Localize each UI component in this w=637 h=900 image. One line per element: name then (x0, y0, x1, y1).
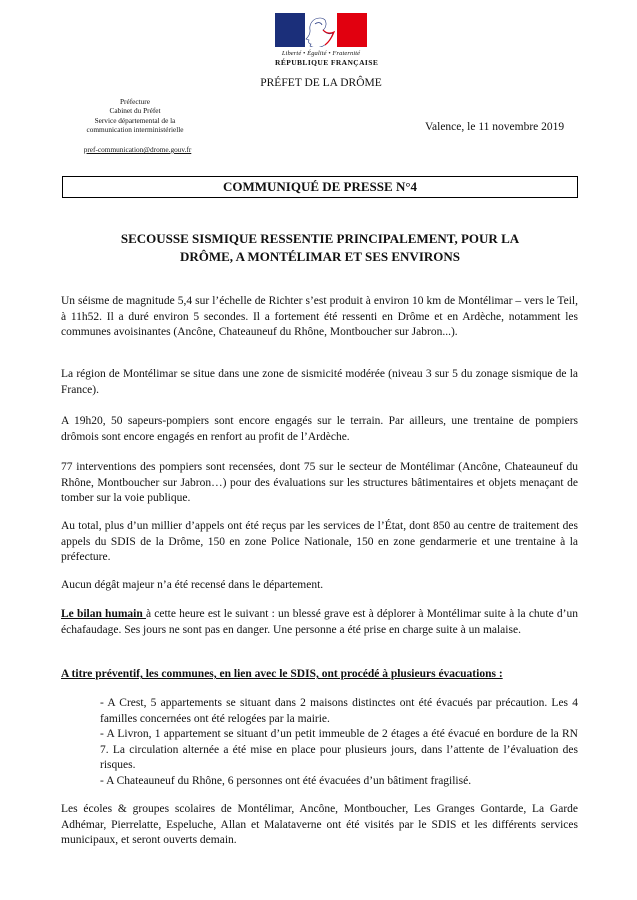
prefet-label: PRÉFET DE LA DRÔME (260, 77, 382, 89)
paragraph-seismic-zone: La région de Montélimar se situe dans une zone de sismicité modérée (niveau 3 sur 5 du zonage sismique de la France). (61, 368, 578, 396)
service-line: Service départemental de la (94, 115, 176, 125)
headline-line: DRÔME, A MONTÉLIMAR ET SES ENVIRONS (179, 249, 461, 264)
paragraph-earthquake: Un séisme de magnitude 5,4 sur l’échelle de Richter s’est produit à environ 10 km de Montélimar – vers le Teil, à 11h52. Il a duré environ 5 secondes. Il a fortement été ressenti en Drôme et en Ardèche, notamment les communes avoisinantes (Ancône, Chateauneuf du Rhône, Montboucher sur Jabron...). (61, 295, 578, 339)
human-toll-text: à cette heure est le suivant : un blessé grave est à déplorer à Montélimar suite à la chute d’un échafaudage. Ses jours ne sont pas en danger. Une personne a été prise en charge suite à un malaise. (61, 608, 578, 636)
human-toll-label: Le bilan humain (61, 608, 146, 620)
paragraph-interventions: 77 interventions des pompiers sont recensées, dont 75 sur le secteur de Montélimar (Ancône, Chateauneuf du Rhône, Montboucher sur Jabron…) pour des évaluations sur les structures bâtimentaires et objets menaçant de tomber sur la voie publique. (61, 461, 578, 505)
evacuations-heading (61, 667, 578, 683)
republique-francaise-label: RÉPUBLIQUE FRANÇAISE (275, 58, 379, 67)
paragraph-schools: Les écoles & groupes scolaires de Montélimar, Ancône, Montboucher, Les Granges Gontarde, La Garde Adhémar, Pierrelatte, Espeluche, Allan et Malataverne ont été visités par le SDIS et les différents services municipaux, et seront ouverts demain. (61, 803, 578, 847)
paragraph-firefighters: A 19h20, 50 sapeurs-pompiers sont encore engagés sur le terrain. Par ailleurs, une trentaine de pompiers drômois sont encore engagés en renfort au profit de l’Ardèche. (61, 415, 578, 443)
marianne-profile-icon (293, 15, 347, 47)
paragraph-no-damage: Aucun dégât majeur n’a été recensé dans le département. (61, 579, 324, 591)
paragraph-human-toll (61, 607, 578, 638)
republique-francaise-logo (275, 13, 379, 67)
paragraph-calls: Au total, plus d’un millier d’appels ont été reçus par les services de l’État, dont 850 au centre de traitement des appels du SDIS de la Drôme, 150 en zone Police Nationale, 150 en zone gendarmerie et une trentaine à la préfecture. (61, 520, 578, 564)
headline (70, 230, 570, 266)
document-date: Valence, le 11 novembre 2019 (425, 121, 565, 133)
service-block (70, 97, 200, 134)
republic-motto: Liberté • Égalité • Fraternité (281, 50, 361, 57)
contact-email-link[interactable]: pref-communication@drome.gouv.fr (83, 145, 192, 154)
evacuations-heading-text: A titre préventif, les communes, en lien avec le SDIS, ont procédé à plusieurs évacuations : (61, 668, 503, 680)
service-line: Préfecture (120, 97, 150, 106)
list-item: - A Chateauneuf du Rhône, 6 personnes ont été évacuées d’un bâtiment fragilisé. (100, 775, 472, 787)
list-item: - A Livron, 1 appartement se situant d’un petit immeuble de 2 étages a été évacué en bordure de la RN 7. La circulation alternée a été mise en place pour plusieurs jours, dans l’attente de l’évaluation des risques. (100, 728, 578, 772)
service-line: communication interministérielle (86, 124, 184, 134)
headline-line: SECOUSSE SISMIQUE RESSENTIE PRINCIPALEMENT, POUR LA (120, 231, 520, 246)
list-item: - A Crest, 5 appartements se situant dans 2 maisons distinctes ont été évacués par précaution. Les 4 familles concernées ont été relogées par la mairie. (100, 697, 578, 725)
tricolor-flag-icon (275, 13, 367, 47)
press-release-title: COMMUNIQUÉ DE PRESSE N°4 (62, 176, 578, 198)
service-line: Cabinet du Préfet (109, 106, 161, 116)
